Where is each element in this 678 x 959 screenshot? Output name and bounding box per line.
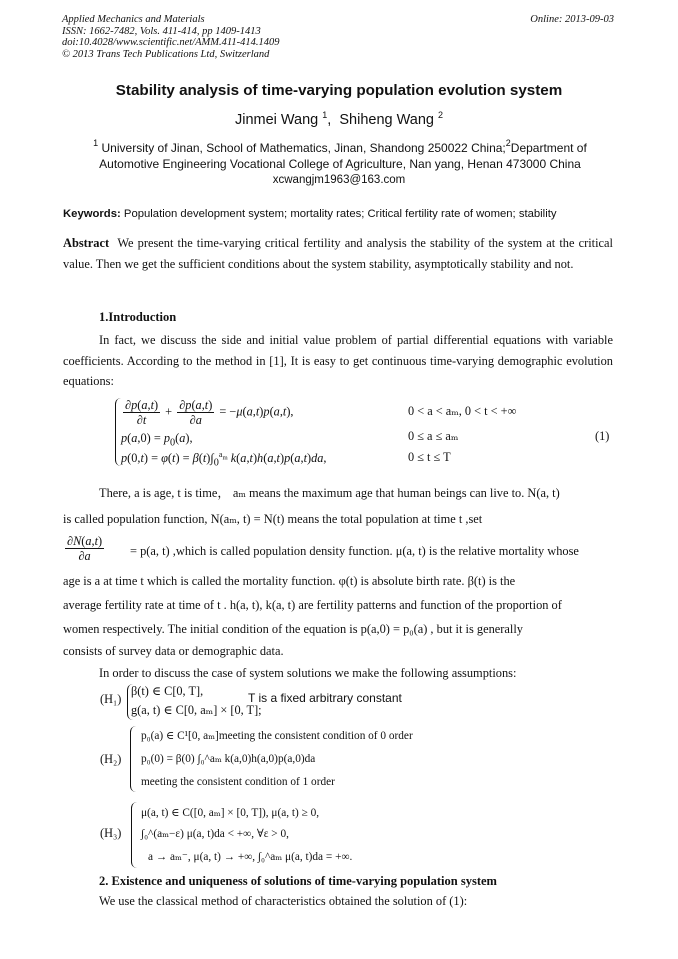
section-1-para-2-line-2: is called population function, N(aₘ, t) = N(t) means the total population at time t ,set: [63, 512, 483, 526]
section-1-para-1: In fact, we discuss the side and initial value problem of partial differential equations with variable coefficients. According to the method in [1], It is easy to get continuous time-varying demographic evolution equations:: [63, 333, 613, 389]
journal-doi: doi:10.4028/www.scientific.net/AMM.411-414.1409: [62, 37, 280, 49]
h1-line-2: g(a, t) ∈ C[0, aₘ] × [0, T];: [131, 703, 262, 717]
section-1-para-2-line-6: women respectively. The initial condition of the equation is p(a,0) = p₀(a) , but it is generally: [63, 622, 524, 636]
section-1-heading: 1.Introduction: [99, 310, 177, 324]
journal-copyright: © 2013 Trans Tech Publications Ltd, Switzerland: [62, 48, 270, 60]
author-2: Shiheng Wang: [339, 112, 434, 128]
h3-brace: [131, 802, 138, 868]
equation-1-line-1: $\frac{\partial p(a,t)}{\partial t}$ + $\frac{\partial p(a,t)}{\partial a}$ = −μ(a,t)p(a,t),: [125, 398, 294, 427]
section-1-para-2-line-7: consists of survey data or demographic data.: [63, 644, 284, 658]
h2-label: (H₂): [100, 752, 122, 766]
equation-1-number: (1): [595, 429, 610, 443]
h3-line-2: ∫₀^(aₘ−ε) μ(a, t)da < +∞, ∀ε > 0,: [141, 828, 289, 840]
h3-line-1: μ(a, t) ∈ C([0, aₘ] × [0, T]), μ(a, t) ≥ 0,: [141, 807, 320, 819]
author-email[interactable]: xcwangjm1963@163.com: [272, 174, 406, 186]
h3-line-3: a → aₘ⁻, μ(a, t) → +∞, ∫₀^aₘ μ(a, t)da = +∞.: [148, 851, 353, 863]
author-1: Jinmei Wang: [234, 112, 319, 128]
journal-name: Applied Mechanics and Materials: [62, 14, 205, 25]
abstract: [63, 233, 613, 274]
keywords-text: Population development system; mortality rates; Critical fertility rate of women; stability: [123, 208, 557, 220]
h1-line-1: β(t) ∈ C[0, T],: [131, 684, 204, 698]
equation-1-line-2: $p(a,0) = p_0(a)$,: [121, 431, 193, 449]
section-2-heading: 2. Existence and uniqueness of solutions of time-varying population system: [99, 874, 497, 888]
affiliation-sup-1: 1: [93, 138, 99, 148]
h2-brace: [130, 726, 137, 792]
h1-label: (H₁): [100, 692, 122, 706]
section-2-para-1: We use the classical method of characteristics obtained the solution of (1):: [99, 894, 468, 908]
h3-label: (H₃): [100, 826, 122, 840]
equation-1-cond-3: 0 ≤ t ≤ T: [408, 450, 451, 464]
section-1-para-2-line-4: age is a at time t which is called the mortality function. φ(t) is absolute birth rate. β(t) is the: [63, 574, 516, 588]
h2-line-1: p₀(a) ∈ C¹[0, aₘ]meeting the consistent condition of 0 order: [141, 730, 413, 742]
author-2-sup: 2: [438, 110, 444, 120]
equation-1-line-3: $p(0,t) = \varphi(t) = \beta(t)\int_0^{a_m}$ k(a,t)h(a,t)p(a,t)da,: [121, 450, 327, 469]
author-1-sup: 1: [322, 110, 328, 120]
abstract-text: We present the time-varying critical fertility and analysis the stability of the system at the critical value. Then we get the sufficient conditions about the system stability, asymptotically stability and not.: [63, 236, 613, 271]
authors: [0, 110, 678, 128]
journal-info: [62, 14, 279, 60]
affiliation-sup-2: 2: [505, 138, 511, 148]
keywords-label: Keywords:: [63, 208, 121, 220]
affiliation: [64, 136, 616, 172]
h2-line-2: p₀(0) = β(0) ∫₀^aₘ k(a,0)h(a,0)p(a,0)da: [141, 753, 316, 765]
h2-line-3: meeting the consistent condition of 1 order: [141, 776, 335, 788]
keywords: [63, 208, 557, 220]
equation-1-cond-2: 0 ≤ a ≤ aₘ: [408, 429, 459, 443]
density-fraction: $\frac{\partial N(a,t)}{\partial a}$: [67, 534, 103, 563]
equation-1-cond-1: 0 < a < aₘ, 0 < t < +∞: [408, 404, 517, 418]
affiliation-1: University of Jinan, School of Mathematics, Jinan, Shandong 250022 China;: [101, 141, 506, 155]
paper-title: Stability analysis of time-varying population evolution system: [115, 82, 563, 99]
section-1-para-2-line-1: There, a is age, t is time， aₘ means the maximum age that human beings can live to. N(a, t): [99, 486, 560, 500]
journal-issn: ISSN: 1662-7482, Vols. 411-414, pp 1409-1413: [62, 25, 261, 37]
author-separator: ,: [327, 112, 340, 128]
section-1-para-2-line-5: average fertility rate at time of t . h(a, t), k(a, t) are fertility patterns and function of the proportion of: [63, 598, 562, 612]
abstract-label: Abstract: [63, 236, 110, 250]
online-date: Online: 2013-09-03: [530, 14, 614, 25]
section-1-para-2-line-3: = p(a, t) ,which is called population density function. μ(a, t) is the relative mortality whose: [130, 544, 579, 558]
h1-note: T is a fixed arbitrary constant: [248, 691, 402, 705]
affiliation-2: Department of Automotive Engineering Vocational College of Agriculture, Nan yang, Henan 473000 China: [99, 141, 587, 171]
section-1-para-3: In order to discuss the case of system solutions we make the following assumptions:: [99, 666, 517, 680]
